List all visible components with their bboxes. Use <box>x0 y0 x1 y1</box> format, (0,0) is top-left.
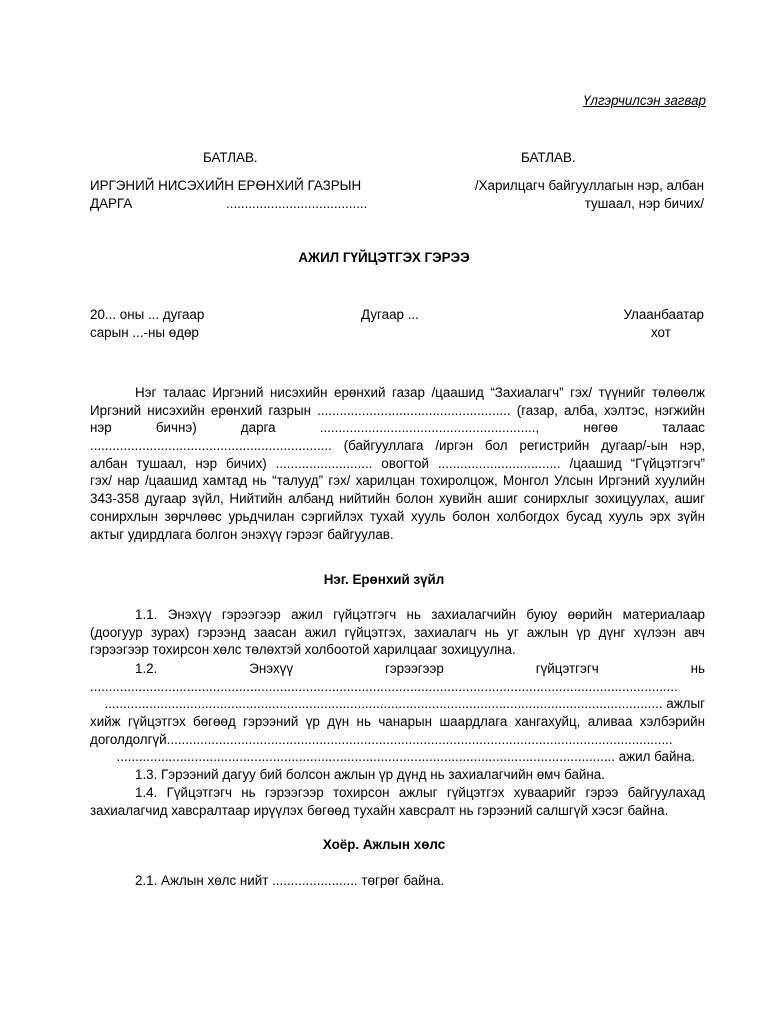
clause-line: (доогуур зурах) гэрээнд заасан ажил гүйцэтгэх, захиалагч нь уг ажлын үр дүнг хүлээн авч <box>90 624 705 640</box>
city-line1: Улаанбаатар <box>623 307 704 322</box>
template-note: Үлгэрчилсэн загвар <box>582 93 706 108</box>
clause-1-3 <box>90 766 705 784</box>
clause-line: гэрээгээр тохирсон хөлс төлөхтэй холбоотой харилцааг зохицуулна. <box>90 642 516 658</box>
clause-line: 1.3. Гэрээний дагуу бий болсон ажлын үр дүнд нь захиалагчийн өмч байна. <box>135 767 605 782</box>
document-title: АЖИЛ ГҮЙЦЭТГЭХ ГЭРЭЭ <box>298 250 470 265</box>
approve-left-label: БАТЛАВ. <box>203 150 258 165</box>
clause-dots-line: доголдолгүй........................................................................................................................................ <box>90 731 673 747</box>
clause-1-2 <box>90 660 705 766</box>
date-line2: сарын ...-ны өдөр <box>90 325 199 340</box>
date-line1: 20... оны ... дугаар <box>90 307 205 322</box>
org-right-line1: /Харилцагч байгууллагын нэр, албан <box>474 178 704 193</box>
intro-paragraph <box>90 384 705 543</box>
org-left-signature-dots: ...................................... <box>226 196 368 211</box>
org-left-line2: ДАРГА <box>90 196 133 211</box>
clause-line: хийж гүйцэтгэх бөгөөд гэрээний үр дүн нь чанарын шаардлага хангахуйц, аливаа хэлбэрийн <box>90 714 705 730</box>
clause-dots-line: ...................................................................................................................................... ажил байна. <box>116 749 695 765</box>
org-left-line1: ИРГЭНИЙ НИСЭХИЙН ЕРӨНХИЙ ГАЗРЫН <box>90 178 362 193</box>
intro-line: сонирхлын зөрчлөөс урьдчилан сэргийлэх тухай хууль болон холбогдох бусад хууль эрх зүйн <box>90 508 705 524</box>
clause-line: 1.2. Энэхүү гэрээгээр гүйцэтгэгч нь <box>135 661 705 676</box>
org-right-line2: тушаал, нэр бичих/ <box>584 196 704 211</box>
contract-number: Дугаар ... <box>361 307 419 322</box>
section1-title: Нэг. Ерөнхий зүйл <box>323 572 445 587</box>
clause-line: 1.4. Гүйцэтгэгч нь гэрээгээр тохирсон ажлыг гүйцэтгэх хуваарийг гэрээ байгуулахад <box>135 785 705 800</box>
city-line2: хот <box>651 325 671 340</box>
intro-line: Нэг талаас Иргэний нисэхийн ерөнхий газар /цаашид “Захиалагч” гэх/ түүнийг төлөөлж <box>135 385 705 400</box>
clause-1-4 <box>90 784 705 819</box>
intro-line: нэр бичнэ) дарга .........................................................., нөгөө талаас <box>90 420 705 436</box>
intro-line: гэх/ нар /цаашид хамтад нь “талууд” гэх/ харилцан тохиролцож, Монгол Улсын Иргэний хуулийн <box>90 473 705 489</box>
intro-line: ................................................................. (байгууллага /иргэн бол регистрийн дугаар/-ын нэр, <box>90 438 705 454</box>
intro-line: албан тушаал, нэр бичих) .......................... овогтой ................................. /цаашид “Гүйцэтгэгч” <box>90 455 705 471</box>
clause-line: 1.1. Энэхүү гэрээгээр ажил гүйцэтгэгч нь захиалагчийн буюу өөрийн материалаар <box>135 607 705 622</box>
clause-1-1 <box>90 606 705 659</box>
intro-line: 343-358 дугаар зүйл, Нийтийн албанд нийтийн болон хувийн ашиг сонирхлыг зохицуулах, ашиг <box>90 491 705 507</box>
section2-title: Хоёр. Ажлын хөлс <box>322 837 446 852</box>
clause-2-1: 2.1. Ажлын хөлс нийт ....................... төгрөг байна. <box>135 873 445 888</box>
intro-line: Иргэний нисэхийн ерөнхий газрын .................................................... (газар, алба, хэлтэс, нэгжийн <box>90 402 705 418</box>
approve-right-label: БАТЛАВ. <box>521 150 576 165</box>
clause-dots-line: ...................................................................................................................................................... ажлыг <box>104 696 705 712</box>
clause-line: захиалагчид хавсралтаар ирүүлэх бөгөөд тухайн хавсралт нь гэрээний салшгүй хэсэг байна. <box>90 802 669 818</box>
clause-dots-line: .............................................................................................................................................................. <box>90 678 678 694</box>
intro-line: актыг удирдлага болгон энэхүү гэрээг байгуулав. <box>90 526 394 542</box>
